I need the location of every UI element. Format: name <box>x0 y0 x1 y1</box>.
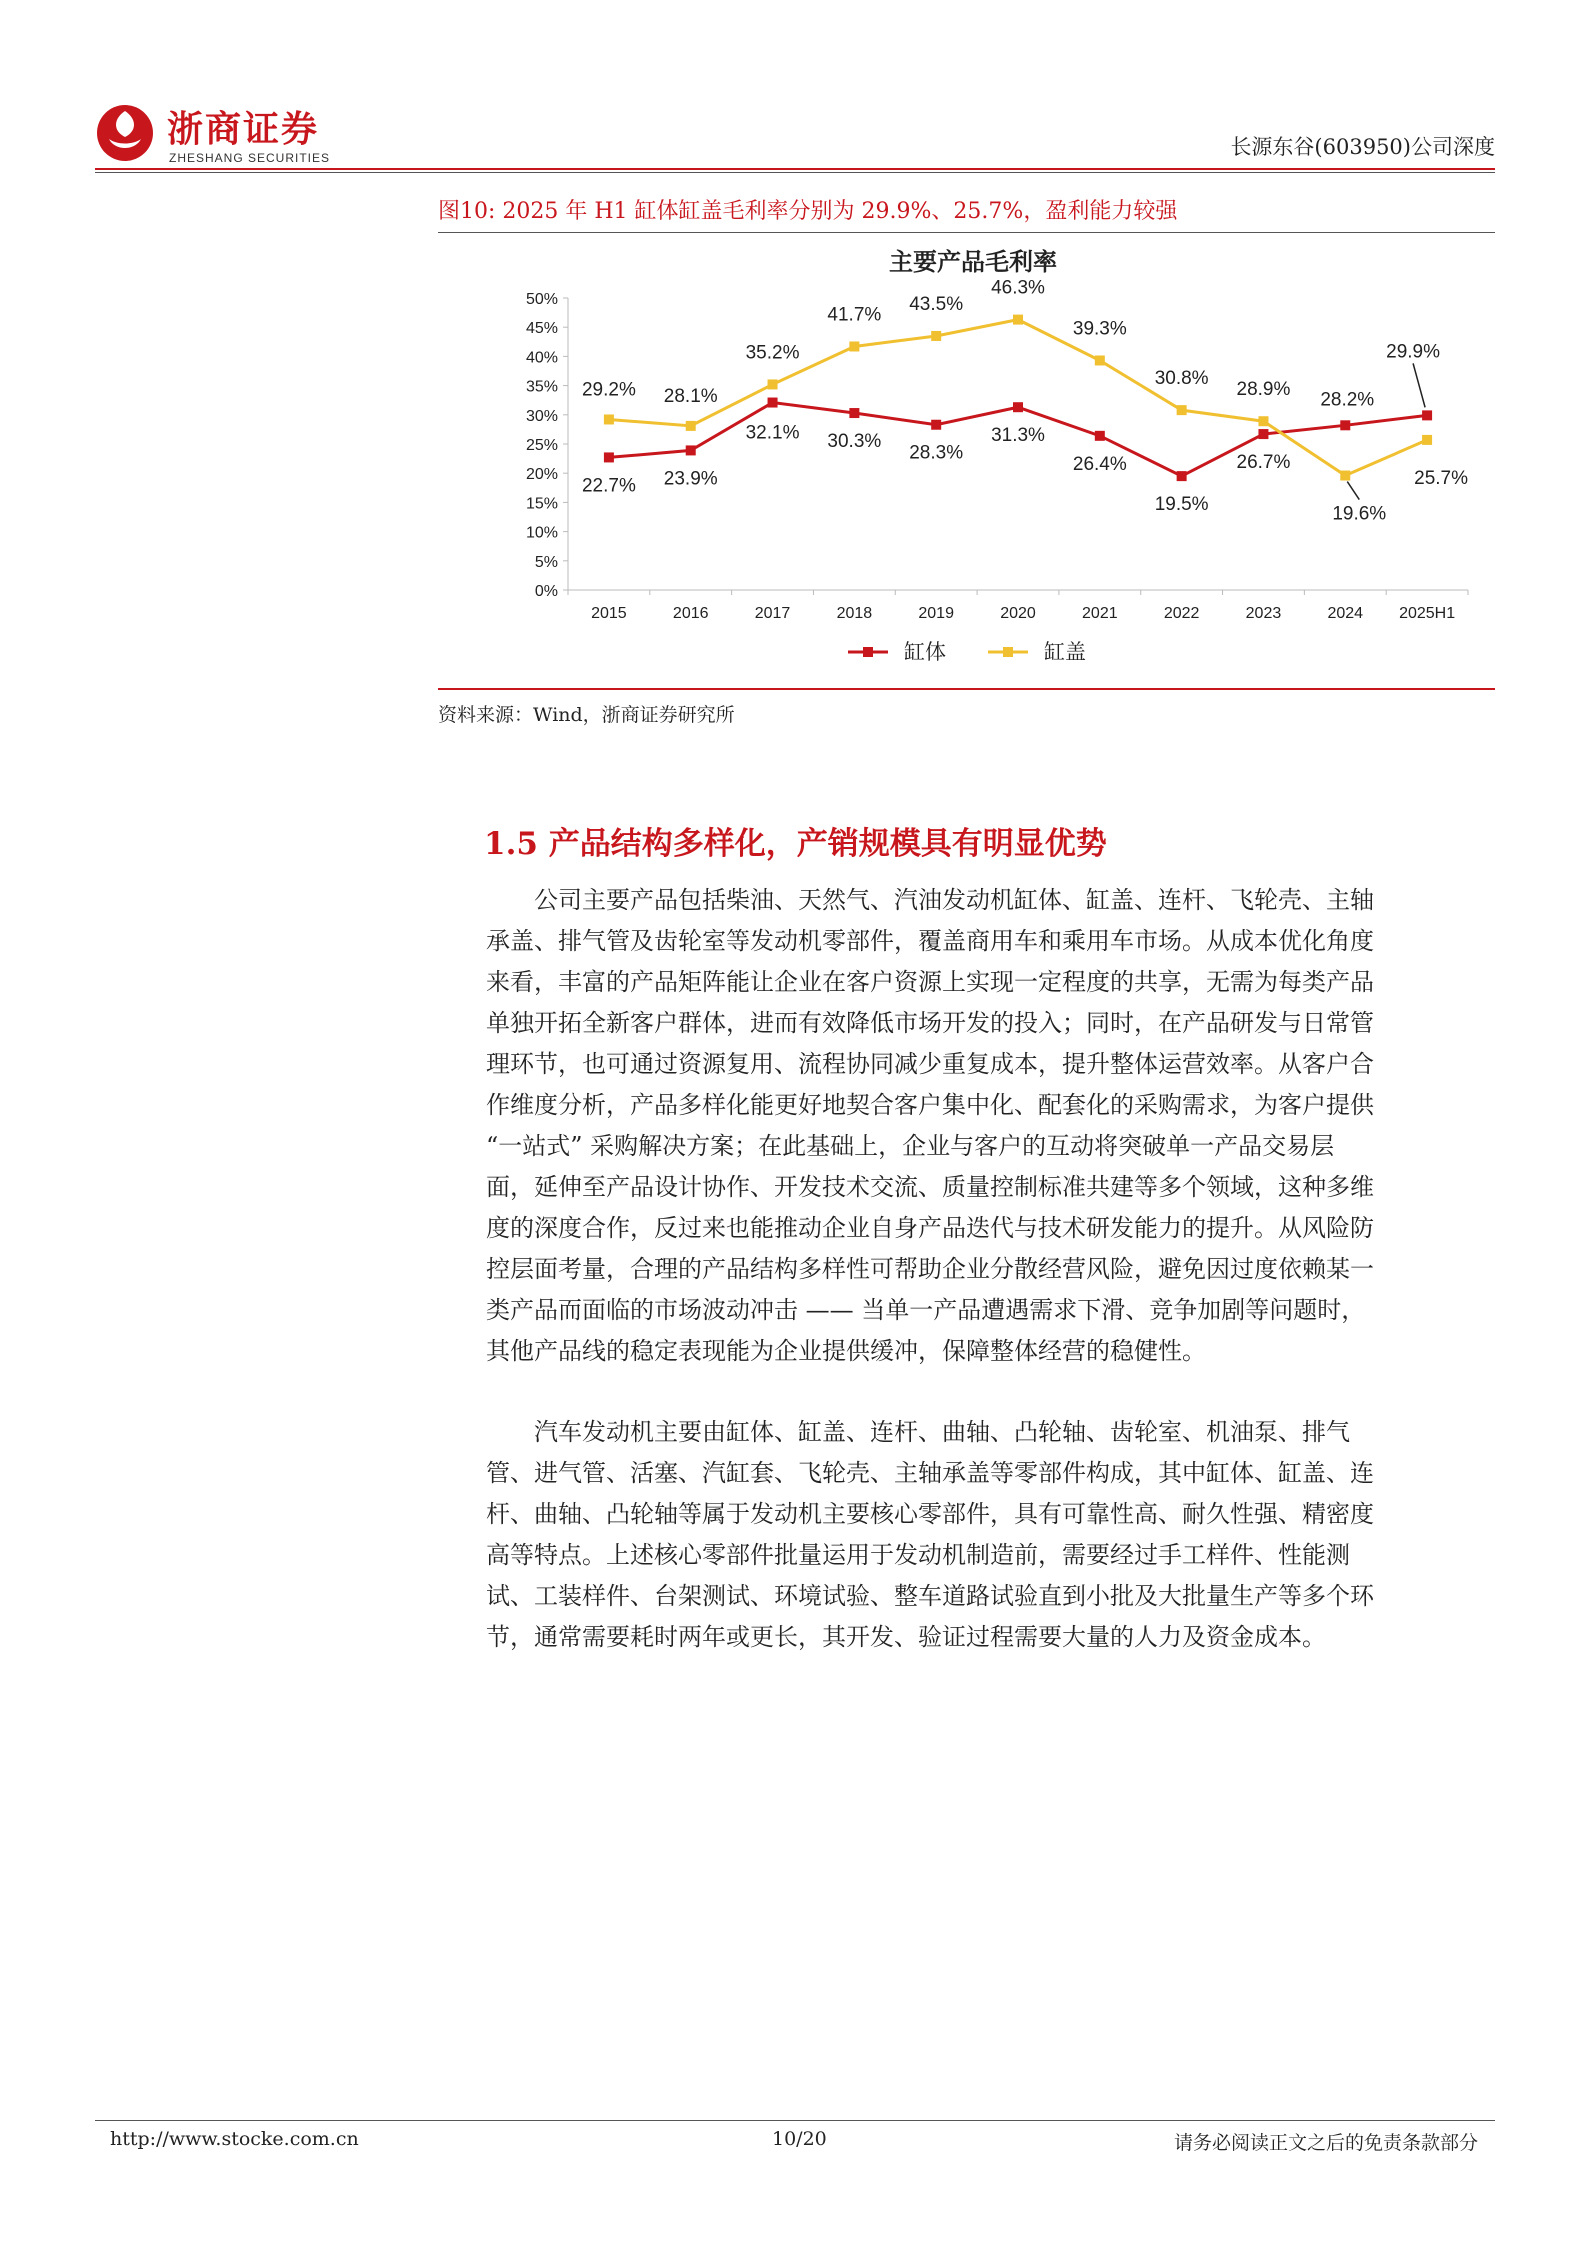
gross-margin-chart <box>438 238 1495 688</box>
page-number: 10/20 <box>772 2128 827 2150</box>
data-point <box>1095 431 1105 441</box>
data-point <box>1422 435 1432 445</box>
data-label: 29.2% <box>581 379 636 401</box>
data-point <box>1258 429 1268 439</box>
paragraph-line: 其他产品线的稳定表现能为企业提供缓冲，保障整体经营的稳健性。 <box>486 1337 1206 1365</box>
data-label: 35.2% <box>745 342 800 364</box>
data-label: 29.9% <box>1386 341 1441 363</box>
x-tick-label: 2023 <box>1245 605 1282 622</box>
footer-disclaimer: 请务必阅读正文之后的免责条款部分 <box>1173 2132 1478 2154</box>
data-label: 32.1% <box>745 422 800 444</box>
data-point <box>768 379 778 389</box>
figure-caption: 图10: 2025 年 H1 缸体缸盖毛利率分别为 29.9%、25.7%，盈利能力较强 <box>438 199 1178 224</box>
paragraph-line: 控层面考量，合理的产品结构多样性可帮助企业分散经营风险，避免因过度依赖某一 <box>486 1255 1374 1283</box>
data-point <box>768 398 778 408</box>
x-tick-label: 2017 <box>754 605 791 622</box>
footer-rule <box>95 2120 1495 2121</box>
paragraph-line: 来看，丰富的产品矩阵能让企业在客户资源上实现一定程度的共享，无需为每类产品 <box>486 968 1374 996</box>
zheshang-logo-icon <box>95 103 155 163</box>
y-tick-label: 5% <box>534 553 558 571</box>
paragraph-line: 杆、曲轴、凸轮轴等属于发动机主要核心零部件，具有可靠性高、耐久性强、精密度 <box>486 1500 1374 1528</box>
paragraph-line: 试、工装样件、台架测试、环境试验、整车道路试验直到小批及大批量生产等多个环 <box>486 1582 1374 1610</box>
page-header <box>95 95 1495 175</box>
paragraph-line: 汽车发动机主要由缸体、缸盖、连杆、曲轴、凸轮轴、齿轮室、机油泵、排气 <box>534 1418 1350 1446</box>
chart-svg <box>438 238 1495 688</box>
paragraph-line: 承盖、排气管及齿轮室等发动机零部件，覆盖商用车和乘用车市场。从成本优化角度 <box>486 927 1374 955</box>
data-point <box>1177 471 1187 481</box>
paragraph-line: 高等特点。上述核心零部件批量运用于发动机制造前，需要经过手工样件、性能测 <box>486 1541 1350 1569</box>
data-point <box>1340 420 1350 430</box>
footer-url[interactable]: http://www.stocke.com.cn <box>110 2128 359 2150</box>
legend-swatch-marker <box>1003 647 1013 657</box>
x-tick-label: 2020 <box>1000 605 1036 622</box>
data-label: 28.9% <box>1236 379 1291 401</box>
paragraph-line: 管、进气管、活塞、汽缸套、飞轮壳、主轴承盖等零部件构成，其中缸体、缸盖、连 <box>486 1459 1374 1487</box>
paragraph-line: “一站式” 采购解决方案；在此基础上，企业与客户的互动将突破单一产品交易层 <box>486 1132 1335 1160</box>
x-tick-label: 2015 <box>591 605 627 622</box>
data-label: 26.7% <box>1236 452 1291 474</box>
y-tick-label: 35% <box>525 378 558 396</box>
data-point <box>686 445 696 455</box>
y-tick-label: 30% <box>525 407 558 425</box>
data-label: 28.1% <box>663 385 718 407</box>
figure-source: 资料来源：Wind，浙商证券研究所 <box>438 704 735 726</box>
data-point <box>849 341 859 351</box>
brand-name-en: ZHESHANG SECURITIES <box>169 151 331 165</box>
paragraph-engine-components <box>486 1412 1476 1658</box>
paragraph-line: 理环节，也可通过资源复用、流程协同减少重复成本，提升整体运营效率。从客户合 <box>486 1050 1374 1078</box>
legend-label: 缸盖 <box>1044 641 1086 664</box>
x-tick-label: 2019 <box>918 605 954 622</box>
series-line-cylinder-head <box>609 320 1427 476</box>
data-label: 25.7% <box>1414 467 1469 489</box>
paragraph-line: 公司主要产品包括柴油、天然气、汽油发动机缸体、缸盖、连杆、飞轮壳、主轴 <box>534 886 1374 914</box>
y-tick-label: 15% <box>525 495 558 513</box>
legend-label: 缸体 <box>904 641 946 664</box>
y-tick-label: 50% <box>525 291 558 308</box>
data-label: 30.8% <box>1154 368 1209 390</box>
header-rule <box>95 172 1495 173</box>
y-tick-label: 45% <box>525 320 558 338</box>
x-tick-label: 2021 <box>1082 605 1118 622</box>
leader-line <box>1347 482 1359 500</box>
data-label: 22.7% <box>581 475 636 497</box>
data-label: 41.7% <box>827 304 882 326</box>
data-label: 46.3% <box>991 277 1045 299</box>
chart-title: 主要产品毛利率 <box>889 249 1057 276</box>
header-rule-red <box>95 168 1495 170</box>
data-point <box>1013 402 1023 412</box>
x-tick-label: 2016 <box>672 605 709 622</box>
report-identifier: 长源东谷(603950)公司深度 <box>1230 135 1495 159</box>
y-tick-label: 0% <box>534 583 558 600</box>
paragraph-line: 度的深度合作，反过来也能推动企业自身产品迭代与技术研发能力的提升。从风险防 <box>486 1214 1374 1242</box>
paragraph-line: 节，通常需要耗时两年或更长，其开发、验证过程需要大量的人力及资金成本。 <box>486 1623 1326 1651</box>
data-label: 19.6% <box>1332 503 1387 525</box>
y-tick-label: 40% <box>525 349 558 367</box>
leader-line <box>1413 363 1425 407</box>
data-label: 23.9% <box>663 468 718 490</box>
data-point <box>604 452 614 462</box>
x-tick-label: 2022 <box>1163 605 1200 622</box>
y-tick-label: 25% <box>525 437 558 454</box>
data-point <box>1258 416 1268 426</box>
paragraph-line: 单独开拓全新客户群体，进而有效降低市场开发的投入；同时，在产品研发与日常管 <box>486 1009 1374 1037</box>
paragraph-product-diversity <box>486 880 1476 1372</box>
data-point <box>1013 315 1023 325</box>
data-label: 28.3% <box>909 442 964 464</box>
data-label: 30.3% <box>827 431 882 453</box>
section-heading: 1.5 产品结构多样化，产销规模具有明显优势 <box>484 826 1107 862</box>
data-point <box>931 331 941 341</box>
legend-swatch-marker <box>863 647 873 657</box>
data-point <box>686 421 696 431</box>
y-tick-label: 10% <box>525 524 558 542</box>
data-label: 28.2% <box>1320 389 1375 411</box>
x-tick-label: 2024 <box>1327 605 1364 622</box>
figure-bottom-rule <box>438 688 1495 690</box>
data-point <box>1340 471 1350 481</box>
y-tick-label: 20% <box>525 466 558 484</box>
data-label: 39.3% <box>1072 318 1127 340</box>
paragraph-line: 作维度分析，产品多样化能更好地契合客户集中化、配套化的采购需求，为客户提供 <box>486 1091 1374 1119</box>
paragraph-line: 面，延伸至产品设计协作、开发技术交流、质量控制标准共建等多个领域，这种多维 <box>486 1173 1374 1201</box>
data-point <box>1422 410 1432 420</box>
x-tick-label: 2025H1 <box>1399 605 1456 622</box>
data-label: 26.4% <box>1072 453 1127 475</box>
x-tick-label: 2018 <box>836 605 873 622</box>
brand-name-cn: 浙商证券 <box>167 109 320 150</box>
data-point <box>604 414 614 424</box>
data-label: 19.5% <box>1154 494 1209 516</box>
data-point <box>1177 405 1187 415</box>
data-point <box>931 420 941 430</box>
data-label: 43.5% <box>909 293 964 315</box>
paragraph-line: 类产品而面临的市场波动冲击 —— 当单一产品遭遇需求下滑、竞争加剧等问题时， <box>486 1296 1366 1324</box>
data-label: 31.3% <box>991 425 1045 447</box>
data-point <box>849 408 859 418</box>
figure-top-rule <box>438 232 1495 233</box>
data-point <box>1095 355 1105 365</box>
